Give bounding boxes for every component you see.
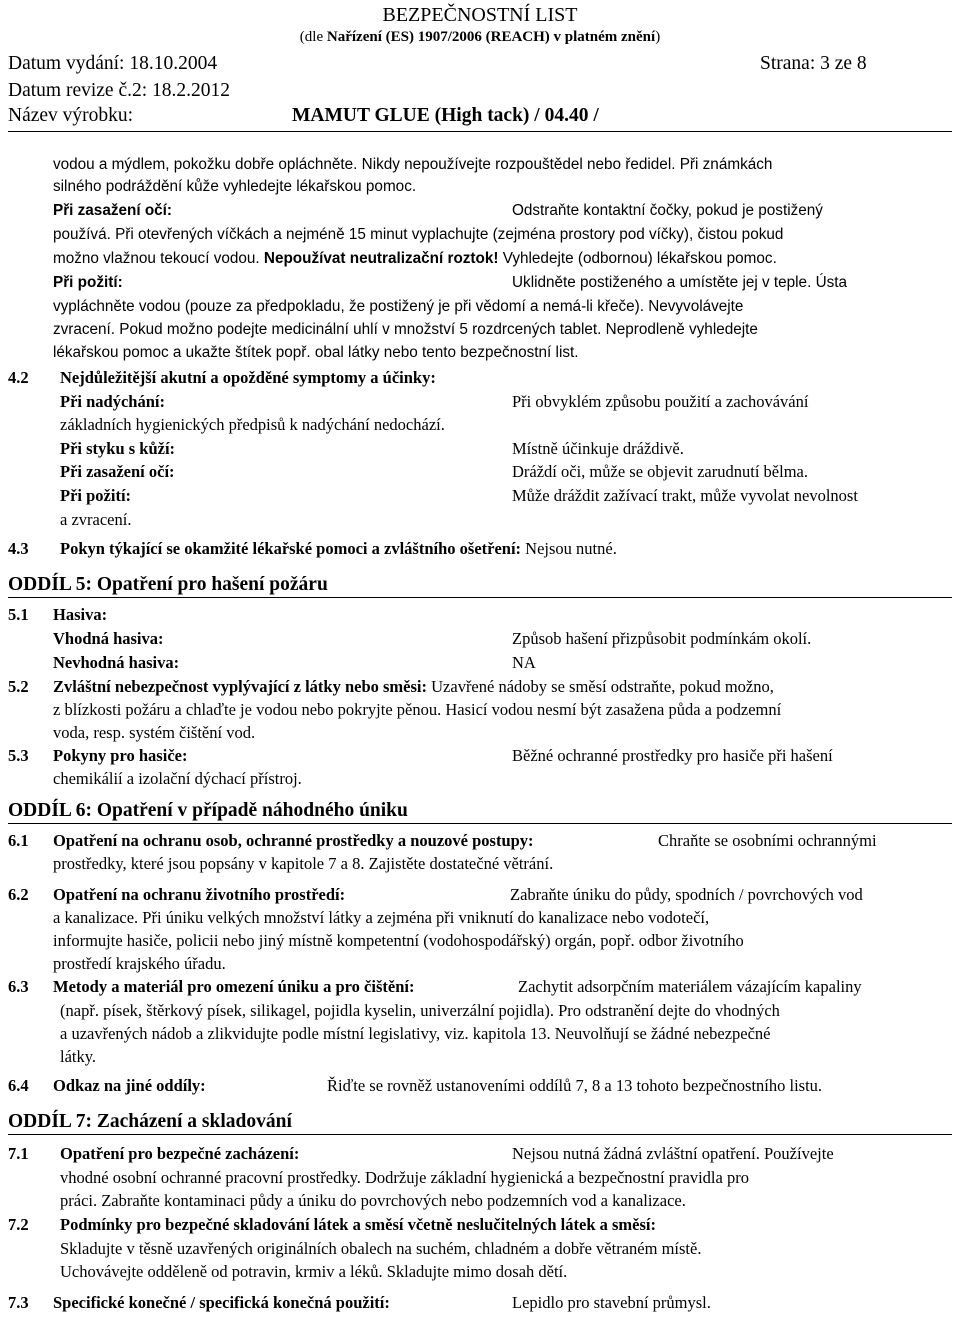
section-5-title: ODDÍL 5: Opatření pro hašení požáru	[8, 574, 328, 595]
subsection-6-2-line4: prostředí krajského úřadu.	[53, 954, 226, 973]
subsection-7-1-line2: vhodné osobní ochranné pracovní prostředky. Dodržuje základní hygienická a bezpečnostní pravidla pro	[60, 1168, 749, 1187]
subtitle-suffix: )	[655, 29, 661, 45]
ingestion-line3: zvracení. Pokud možno podejte medicinální uhlí v množství 5 rozdrcených tablet. Neprodleně vyhledejte	[53, 321, 758, 338]
subsection-number-4-3: 4.3	[8, 539, 29, 558]
product-label: Název výrobku:	[8, 105, 134, 126]
inhalation-line2: základních hygienických předpisů k nadýchání nedochází.	[60, 415, 445, 434]
subsection-text-6-2: Zabraňte úniku do půdy, spodních / povrchových vod	[510, 885, 863, 904]
ingestion-line2: vypláchněte vodou (pouze za předpokladu, že postižený je při vědomí a nemá-li křeče). Nevyvolávejte	[53, 298, 744, 315]
subsection-heading-6-1: Opatření na ochranu osob, ochranné prostředky a nouzové postupy:	[53, 831, 534, 850]
product-row	[8, 105, 599, 127]
skin-contact-text: Místně účinkuje dráždivě.	[512, 439, 684, 458]
skin-text-line1: vodou a mýdlem, pokožku dobře opláchněte. Nikdy nepoužívejte rozpouštědel nebo ředidel. Při známkách	[53, 156, 773, 173]
eye-contact-text: Odstraňte kontaktní čočky, pokud je postižený	[512, 202, 823, 219]
ingestion-label: Při požití:	[53, 274, 123, 291]
subsection-6-3-line3: a uzavřených nádob a zlikvidujte podle místní legislativy, viz. kapitola 13. Neuvolňují se žádné nebezpečné	[60, 1024, 771, 1043]
inhalation-text: Při obvyklém způsobu použití a zachovávání	[512, 392, 809, 411]
eye-contact-line3	[53, 249, 777, 268]
subsection-number-5-3: 5.3	[8, 746, 29, 765]
ingestion-symptoms-text: Může dráždit zažívací trakt, může vyvolat nevolnost	[512, 486, 858, 505]
header-rule	[8, 131, 952, 132]
revision-date: Datum revize č.2: 18.2.2012	[8, 80, 231, 101]
subsection-6-2-line3: informujte hasiče, policii nebo jiný místně kompetentní (vodohospodářský) orgán, popř. odbor životního	[53, 931, 744, 950]
subsection-heading-6-2: Opatření na ochranu životního prostředí:	[53, 885, 346, 904]
section-7-title: ODDÍL 7: Zacházení a skladování	[8, 1111, 292, 1132]
subsection-heading-6-3: Metody a materiál pro omezení úniku a pro čištění:	[53, 977, 415, 996]
subsection-heading-6-4: Odkaz na jiné oddíly:	[53, 1076, 206, 1095]
ingestion-line4: lékařskou pomoc a ukažte štítek popř. obal látky nebo tento bezpečnostní list.	[53, 344, 579, 361]
subsection-6-1-line2: prostředky, které jsou popsány v kapitole 7 a 8. Zajistěte dostatečné větrání.	[53, 854, 554, 873]
page-number: Strana: 3 ze 8	[760, 53, 867, 74]
subtitle-prefix: (dle	[299, 29, 327, 45]
issue-date: Datum vydání: 18.10.2004	[8, 53, 218, 74]
subsection-number-6-4: 6.4	[8, 1076, 29, 1095]
subsection-text-5-2: Uzavřené nádoby se směsí odstraňte, pokud možno,	[427, 677, 774, 696]
eye-warning: Nepoužívat neutralizační roztok!	[263, 250, 499, 267]
subsection-text-6-4: Řiďte se rovněž ustanoveními oddílů 7, 8 a 13 tohoto bezpečnostního listu.	[327, 1076, 823, 1095]
skin-contact-label: Při styku s kůží:	[60, 439, 176, 458]
eye-contact-line2: používá. Při otevřených víčkách a nejméně 15 minut vyplachujte (zejména prostory pod víčky), čistou pokud	[53, 226, 784, 243]
subsection-heading-7-2: Podmínky pro bezpečné skladování látek a směsí včetně neslučitelných látek a směsí:	[60, 1215, 656, 1234]
subsection-number-7-3: 7.3	[8, 1293, 29, 1312]
suitable-media-label: Vhodná hasiva:	[53, 629, 164, 648]
eye-text-a: možno vlažnou tekoucí vodou.	[53, 250, 264, 267]
unsuitable-media-label: Nevhodná hasiva:	[53, 653, 180, 672]
subsection-4-3	[60, 539, 617, 558]
subsection-heading-5-2: Zvláštní nebezpečnost vyplývající z látky nebo směsi:	[53, 677, 427, 696]
ingestion-symptoms-line2: a zvracení.	[60, 510, 132, 529]
subsection-text-7-3: Lepidlo pro stavební průmysl.	[512, 1293, 711, 1312]
subsection-heading-5-3: Pokyny pro hasiče:	[53, 746, 188, 765]
subsection-number-5-1: 5.1	[8, 605, 29, 624]
product-name: MAMUT GLUE (High tack) / 04.40 /	[292, 105, 599, 126]
document-subtitle	[0, 29, 960, 46]
subsection-6-3-line4: látky.	[60, 1047, 97, 1066]
subsection-number-6-1: 6.1	[8, 831, 29, 850]
section-5-rule	[8, 597, 952, 598]
subsection-text-5-3: Běžné ochranné prostředky pro hasiče při hašení	[512, 746, 833, 765]
unsuitable-media-text: NA	[512, 653, 536, 672]
document-title: BEZPEČNOSTNÍ LIST	[382, 4, 578, 26]
subsection-5-2-line2: z blízkosti požáru a chlaďte je vodou nebo pokryjte pěnou. Hasicí vodou nesmí být zasažena půda a podzemní	[53, 700, 782, 719]
subsection-number-7-1: 7.1	[8, 1144, 29, 1163]
subsection-heading-4-3: Pokyn týkající se okamžité lékařské pomoci a zvláštního ošetření:	[60, 539, 522, 558]
subsection-text-6-3: Zachytit adsorpčním materiálem vázajícím kapaliny	[518, 977, 862, 996]
subtitle-regulation: Nařízení (ES) 1907/2006 (REACH) v platném znění	[326, 29, 656, 45]
subsection-7-2-line1: Skladujte v těsně uzavřených originálních obalech na suchém, chladném a dobře větraném místě.	[60, 1239, 702, 1258]
subsection-number-4-2: 4.2	[8, 368, 29, 387]
subsection-number-6-2: 6.2	[8, 885, 29, 904]
subsection-6-2-line2: a kanalizace. Při úniku velkých množství látky a zejména při vniknutí do kanalizace nebo vodotečí,	[53, 908, 710, 927]
suitable-media-text: Způsob hašení přizpůsobit podmínkám okolí.	[512, 629, 812, 648]
subsection-text-4-3: Nejsou nutné.	[521, 539, 617, 558]
subsection-7-2-line2: Uchovávejte odděleně od potravin, krmiv a léků. Skladujte mimo dosah dětí.	[60, 1262, 568, 1281]
subsection-heading-7-1: Opatření pro bezpečné zacházení:	[60, 1144, 300, 1163]
eye-text-c: Vyhledejte (odbornou) lékařskou pomoc.	[498, 250, 777, 267]
subsection-heading-4-2: Nejdůležitější akutní a opožděné symptomy a účinky:	[60, 368, 436, 387]
subsection-6-3-line2: (např. písek, štěrkový písek, silikagel, pojidla kyselin, univerzální pojidla). Pro odstranění dejte do vhodných	[60, 1001, 780, 1020]
subsection-7-1-line3: práci. Zabraňte kontaminaci půdy a úniku do povrchových nebo podzemních vod a kanalizace.	[60, 1191, 686, 1210]
subsection-text-7-1: Nejsou nutná žádná zvláštní opatření. Používejte	[512, 1144, 834, 1163]
skin-text-line2: silného podráždění kůže vyhledejte lékařskou pomoc.	[53, 178, 417, 195]
ingestion-symptoms-label: Při požití:	[60, 486, 132, 505]
ingestion-text: Uklidněte postiženého a umístěte jej v teple. Ústa	[512, 274, 848, 291]
subsection-5-3-line2: chemikálií a izolační dýchací přístroj.	[53, 769, 302, 788]
subsection-5-2-line3: voda, resp. systém čištění vod.	[53, 723, 256, 742]
subsection-heading-5-1: Hasiva:	[53, 605, 108, 624]
issue-date-row	[8, 53, 867, 75]
section-6-rule	[8, 823, 952, 824]
inhalation-label: Při nadýchání:	[60, 392, 165, 411]
subsection-5-2	[53, 677, 774, 696]
eye-contact-label: Při zasažení očí:	[53, 202, 173, 219]
subsection-number-6-3: 6.3	[8, 977, 29, 996]
subsection-number-5-2: 5.2	[8, 677, 29, 696]
subsection-number-7-2: 7.2	[8, 1215, 29, 1234]
eye-symptoms-label: Při zasažení očí:	[60, 462, 175, 481]
eye-symptoms-text: Dráždí oči, může se objevit zarudnutí bělma.	[512, 462, 808, 481]
section-7-rule	[8, 1134, 952, 1135]
subsection-heading-7-3: Specifické konečné / specifická konečná použití:	[53, 1293, 390, 1312]
subsection-text-6-1: Chraňte se osobními ochrannými	[658, 831, 877, 850]
section-6-title: ODDÍL 6: Opatření v případě náhodného úniku	[8, 800, 408, 821]
